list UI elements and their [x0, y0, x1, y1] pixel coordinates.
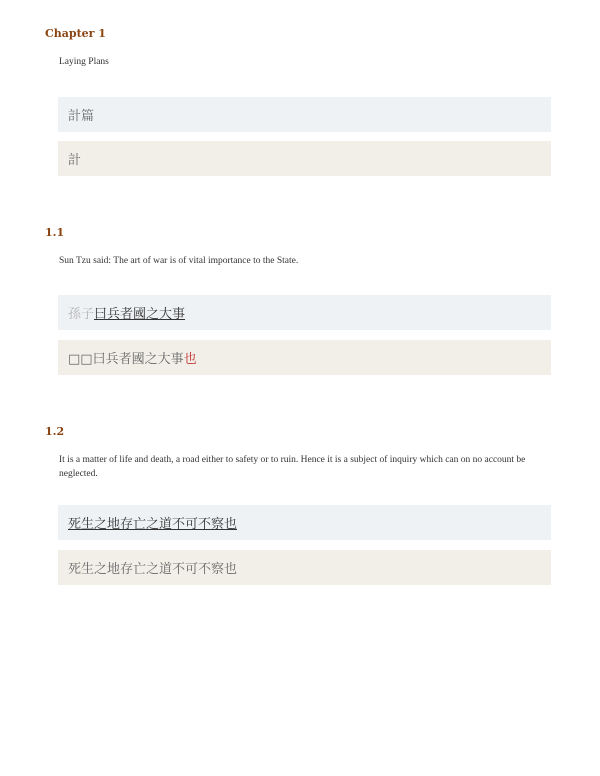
comparison-text: □□曰兵者國之大事: [68, 352, 184, 367]
original-text-box: [58, 295, 551, 330]
comparison-text-box: [58, 340, 551, 375]
original-text-box: [58, 505, 551, 540]
omitted-text: 孫子: [68, 307, 95, 322]
verse-heading-1-2: 1.2: [45, 425, 65, 438]
comparison-text: 計: [68, 153, 82, 168]
matched-text-link[interactable]: 曰兵者國之大事: [94, 307, 186, 322]
chapter-heading: Chapter 1: [45, 27, 106, 40]
verse-translation-1-2: It is a matter of life and death, a road either to safety or to ruin. Hence it is a subject of inquiry which can on no account be neglected.: [59, 455, 526, 479]
comparison-text-box: [58, 550, 551, 585]
chapter-title: Laying Plans: [59, 57, 109, 67]
original-text: 計篇: [68, 109, 95, 124]
verse-translation-1-1: Sun Tzu said: The art of war is of vital importance to the State.: [59, 256, 299, 266]
matched-text-link[interactable]: 死生之地存亡之道不可不察也: [68, 517, 238, 532]
original-text-box: [58, 97, 551, 132]
verse-heading-1-1: 1.1: [45, 226, 65, 239]
comparison-text: 死生之地存亡之道不可不察也: [68, 562, 238, 577]
variant-character: 也: [183, 352, 197, 367]
comparison-text-box: [58, 141, 551, 176]
